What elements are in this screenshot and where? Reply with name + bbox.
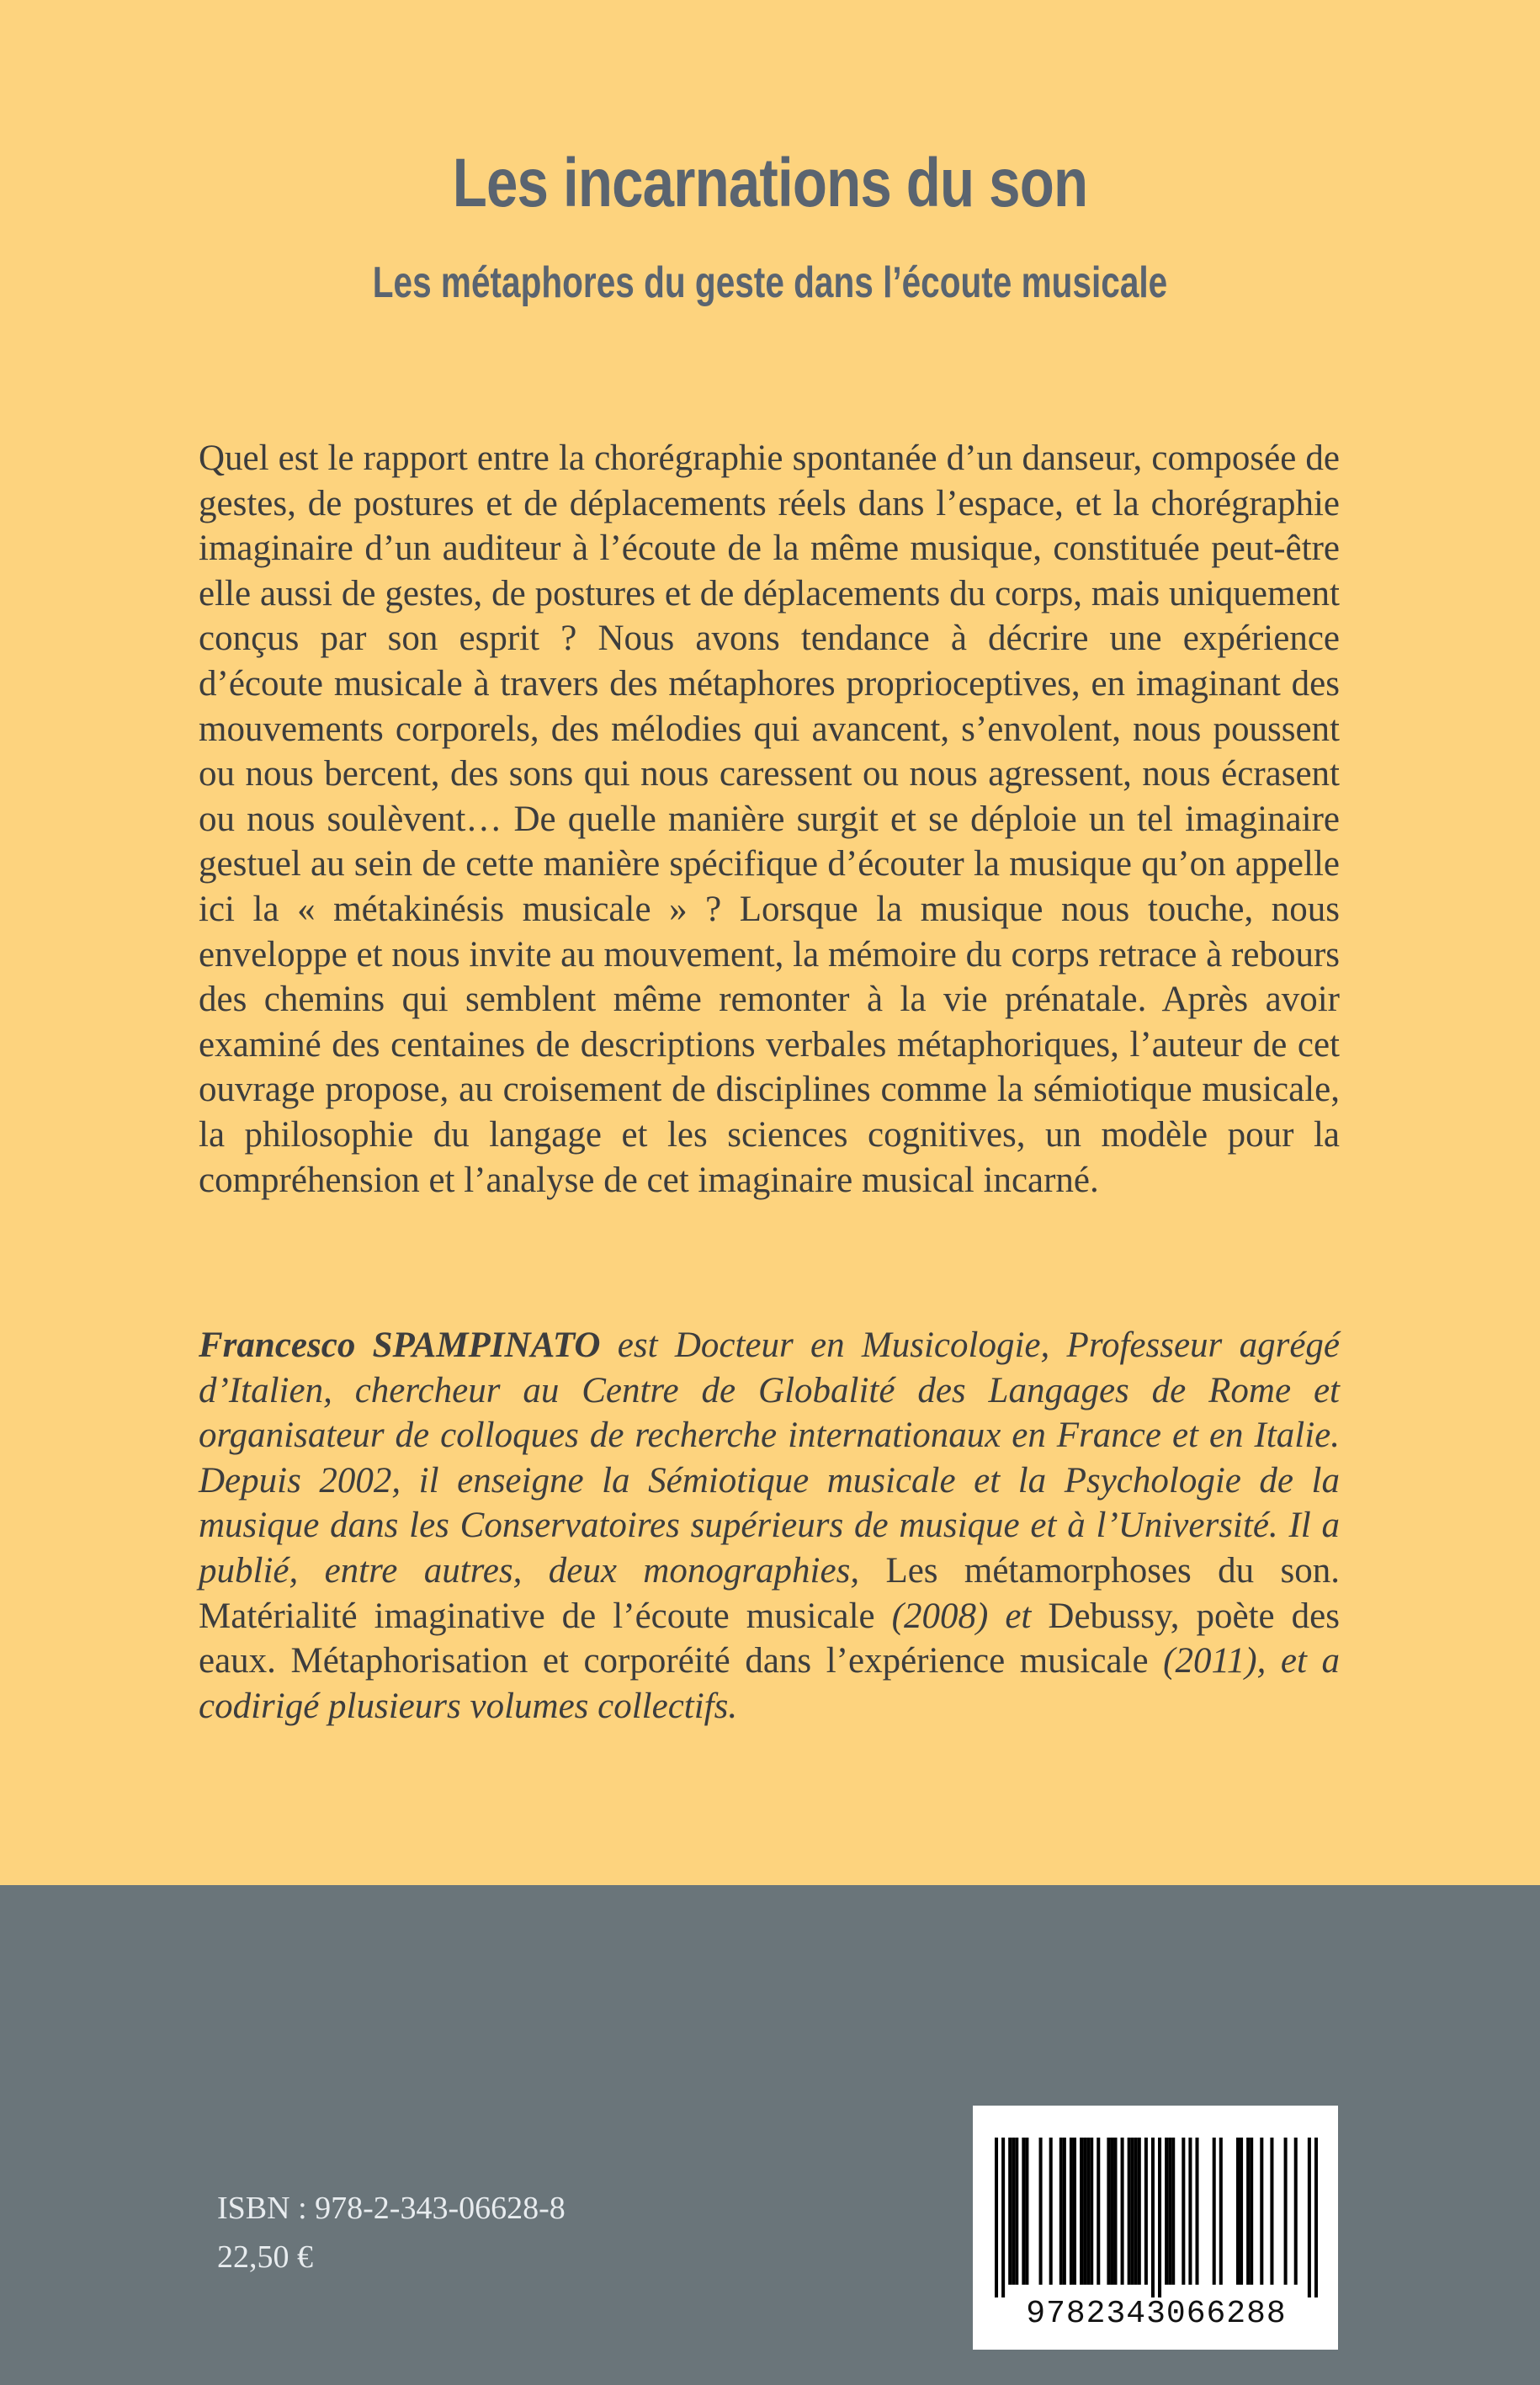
barcode-bar (1073, 2138, 1076, 2285)
barcode-bar (1182, 2138, 1185, 2285)
barcode-bar (1131, 2138, 1134, 2285)
barcode-bar (1001, 2138, 1005, 2297)
barcode-bar (1270, 2138, 1273, 2285)
barcode-bar (1151, 2138, 1155, 2297)
barcode-bar (1015, 2138, 1018, 2285)
barcode-bar (1294, 2138, 1298, 2285)
bio-book-2: Debussy, poète des eaux. Métaphorisation et corporéité dans l’expérience musicale (199, 1596, 1340, 1681)
barcode-bar (1090, 2138, 1093, 2285)
barcode-bar (1260, 2138, 1263, 2285)
barcode (973, 2106, 1338, 2350)
book-title: Les incarnations du son (452, 145, 1088, 221)
barcode-bar (995, 2138, 998, 2297)
barcode-bar (1158, 2138, 1161, 2297)
price-text: 22,50 € (217, 2239, 313, 2275)
barcode-bar (1059, 2138, 1063, 2285)
barcode-bar (1195, 2138, 1198, 2285)
barcode-bar (1039, 2138, 1043, 2285)
barcode-bar (1308, 2138, 1311, 2297)
barcode-digits: 9782343066288 (1026, 2296, 1287, 2332)
barcode-bar (1134, 2138, 1138, 2285)
barcode-bar (1219, 2138, 1223, 2285)
barcode-bars (995, 2138, 1318, 2297)
book-subtitle: Les métaphores du geste dans l’écoute musicale (372, 258, 1168, 307)
barcode-bar (1049, 2138, 1053, 2285)
barcode-bar (1250, 2138, 1253, 2285)
isbn-text: ISBN : 978-2-343-06628-8 (217, 2191, 566, 2226)
barcode-bar (1025, 2138, 1028, 2285)
book-summary: Quel est le rapport entre la chorégraphie spontanée d’un danseur, composée de gestes, de postures et de déplacements réels dans l’espace, et la chorégraphie imaginaire d’un auditeur à l’écoute de la même musique, constituée peut-être elle aussi de gestes, de postures et de déplacements du corps, mais uniquement conçus par son esprit ? Nous avons tendance à décrire une expérience d’écoute musicale à travers des métaphores proprioceptives, en imaginant des mouvements corporels, des mélodies qui avancent, s’envolent, nous poussent ou nous bercent, des sons qui nous caressent ou nous agressent, nous écrasent ou nous soulèvent… De quelle manière surgit et se déploie un tel imaginaire gestuel au sein de cette manière spécifique d’écouter la musique qu’on appelle ici la « métakinésis musicale » ? Lorsque la musique nous touche, nous enveloppe et nous invite au mouvement, la mémoire du corps retrace à rebours des chemins qui semblent même remonter à la vie prénatale. Après avoir examiné des centaines de descriptions verbales métaphoriques, l’auteur de cet ouvrage propose, au croisement de disciplines comme la sémiotique musicale, la philosophie du langage et les sciences cognitives, un modèle pour la compréhension et l’analyse de cet imaginaire musical incarné. (199, 438, 1340, 1200)
barcode-bar (1128, 2138, 1131, 2285)
barcode-bar (1171, 2138, 1175, 2285)
barcode-bar (1113, 2138, 1117, 2285)
barcode-bar (1165, 2138, 1168, 2285)
barcode-bar (1097, 2138, 1100, 2285)
barcode-bar (1168, 2138, 1171, 2285)
author-name: Francesco SPAMPINATO (199, 1325, 601, 1365)
author-bio (199, 1323, 1340, 1729)
barcode-bar (1246, 2138, 1250, 2285)
bio-book-1: Les métamorphoses du son. Matérialité imaginative de l’écoute musicale (199, 1550, 1341, 1636)
barcode-bar (1022, 2138, 1025, 2285)
barcode-bar (1110, 2138, 1113, 2285)
bio-text-2: (2008) et (874, 1596, 1049, 1636)
barcode-bar (1213, 2138, 1216, 2285)
barcode-bar (1144, 2138, 1148, 2285)
barcode-bar (1080, 2138, 1083, 2285)
barcode-bar (1008, 2138, 1012, 2285)
barcode-bar (1121, 2138, 1124, 2285)
barcode-bar (1138, 2138, 1141, 2285)
bio-text-1: est Docteur en Musicologie, Professeur agrégé d’Italien, chercheur au Centre de Globalité des Langages de Rome et organisateur de colloques de recherche internationaux en France et en Italie. Depuis 2002, il enseigne la Sémiotique musicale et la Psychologie de la musique dans les Conservatoires supérieurs de musique et à l’Université. Il a publié, entre autres, deux monographies, (199, 1325, 1340, 1591)
barcode-bar (1188, 2138, 1192, 2285)
barcode-bar (1063, 2138, 1066, 2285)
barcode-bar (1070, 2138, 1073, 2285)
barcode-bar (1314, 2138, 1318, 2297)
barcode-bar (1240, 2138, 1243, 2285)
barcode-bar (1284, 2138, 1288, 2285)
barcode-bar (1083, 2138, 1086, 2285)
barcode-bar (1107, 2138, 1110, 2285)
bio-text-3: (2011), et a codirigé plusieurs volumes collectifs. (199, 1641, 1341, 1726)
barcode-bar (1086, 2138, 1090, 2285)
barcode-bar (1012, 2138, 1015, 2285)
barcode-bar (1236, 2138, 1240, 2285)
